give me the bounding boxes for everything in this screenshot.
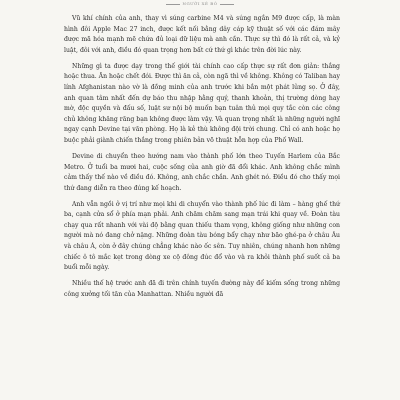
running-head-rule-right (220, 4, 234, 5)
paragraph-1: Vũ khí chính của anh, thay vì súng carbine M4 và súng ngắn M9 được cấp, là màn hình đôi Apple Mac 27 inch, được kết nối bằng dây cáp kỹ thuật số với các đám mây được mã hóa mạnh mẽ chứa đủ loại dữ liệu mà anh cần. Thực sự thì đó là rất cả, và kỷ luật, đôi với anh, điều đó quan trọng hơn bất cứ thứ gì khác trên đời lúc này. (64, 15, 340, 54)
paragraph-4: Anh vẫn ngồi ở vị trí như mọi khi di chuyển vào thành phố lúc đi làm – hàng ghế thứ ba, cạnh cửa sổ ở phía mạn phải. Anh chăm chăm sang mạn trái khi quay về. Đoàn tàu chạy qua rất nhanh với vài độ bằng quan thiếu tham vọng, không giống như những con người mà nó đang chở nặng. Những đoàn tàu bóng bẩy chạy như bão ghé-pa ở châu Âu và châu Á, còn ở đây chúng chẳng khác nào ốc sên. Tuy nhiên, chúng nhanh hơn những chiếc ô tô mắc kẹt trong dòng xe cộ đông đúc đổ vào và ra khỏi thành phố suốt cả ba buổi mỗi ngày. (64, 200, 340, 272)
paragraph-3: Devine di chuyển theo hướng nam vào thành phố lớn theo Tuyến Harlem của Bắc Metro. Ở tuổi ba mươi hai, cuộc sống của anh giờ đã đổi khác. Anh không chắc mình cảm thấy thế nào về điều đó. Không, anh chắc chắn. Anh ghét nó. Điều đó cho thấy mọi thứ đang diễn ra theo đúng kế hoạch. (64, 152, 340, 192)
running-head-text: NGƯỜI XÉ BÓ (182, 1, 218, 6)
paragraph-2: Những gì ta được dạy trong thế giới tài chính cao cấp thực sự rất đơn giản: thắng hoặc thua. Ăn hoặc chết đói. Được thì ăn cả, còn ngã thì về không. Không có Taliban hay lính Afghanistan nào vờ là đồng minh của anh trước khi bắn một phát lủng sọ. Ở đây, anh quan tâm nhất đến dự báo thu nhập hằng quý, thanh khoản, thị trường dòng hay mờ, độc quyền và đấu số, luật sư nội bộ muốn bạn tuân thủ mọi quy tắc còn các công chủ không khăng răng bạn không được làm vậy. Và quan trọng nhất là những người nghĩ ngay cạnh Devine tại văn phòng. Họ là kẻ thù không đội trời chung. Chỉ có anh hoặc họ buộc phải giành chiến thắng trong phiên bản võ thuật hỗn hợp của Phố Wall. (64, 62, 340, 144)
running-head-rule-left (166, 4, 180, 5)
paragraph-5: Nhiều thế hệ trước anh đã đi trên chính tuyến đường này để kiếm sống trong những công xưởng tối tăn của Manhattan. Nhiều người đã (64, 280, 340, 298)
running-head (0, 0, 400, 7)
